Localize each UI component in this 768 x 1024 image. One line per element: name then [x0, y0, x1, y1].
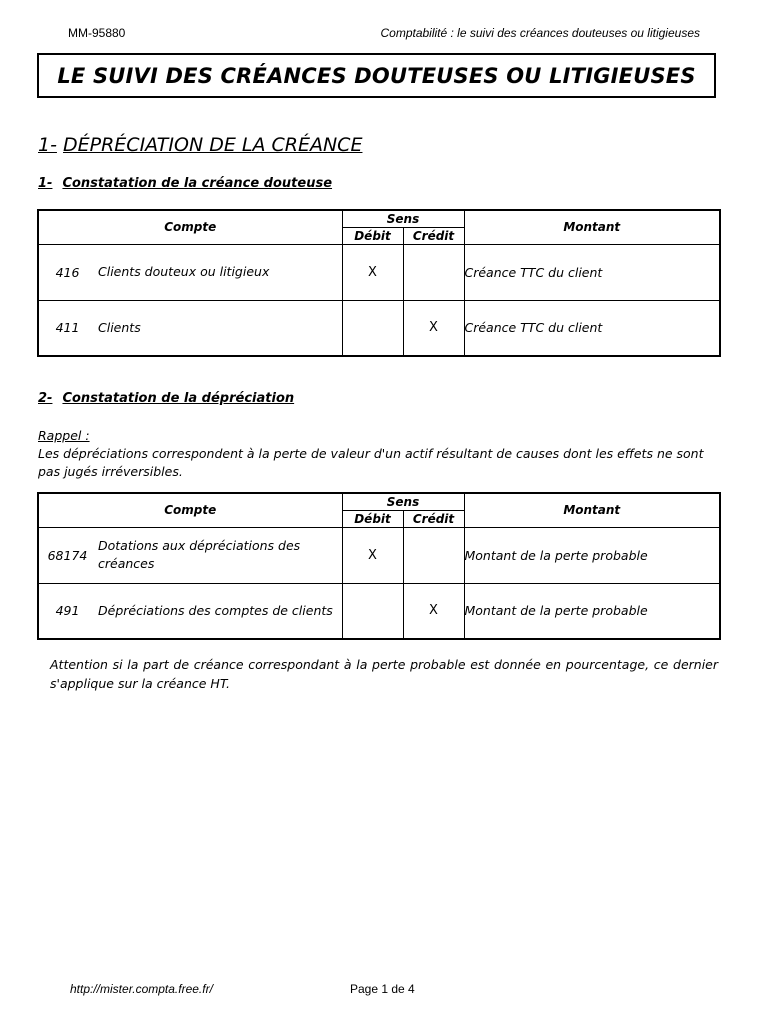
table-row	[38, 244, 720, 300]
column-header-credit: Crédit	[403, 510, 464, 527]
credit-mark: X	[403, 583, 464, 639]
column-header-credit: Crédit	[403, 227, 464, 244]
subsection-title: Constatation de la créance douteuse	[62, 176, 333, 191]
account-code: 411	[38, 300, 96, 356]
table-row	[38, 527, 720, 583]
column-header-debit: Débit	[342, 227, 403, 244]
column-header-montant: Montant	[464, 210, 720, 244]
account-label: Clients douteux ou litigieux	[96, 244, 342, 300]
account-label: Dépréciations des comptes de clients	[96, 583, 342, 639]
section-title: DÉPRÉCIATION DE LA CRÉANCE	[63, 134, 363, 156]
subsection-number: 2-	[38, 391, 53, 406]
column-header-debit: Débit	[342, 510, 403, 527]
subsection-heading-2	[38, 391, 294, 406]
document-reference: MM-95880	[68, 26, 126, 40]
amount-cell: Créance TTC du client	[464, 244, 720, 300]
subsection-heading-1	[38, 176, 332, 191]
subsection-title: Constatation de la dépréciation	[62, 391, 295, 406]
column-header-sens: Sens	[342, 493, 464, 510]
account-label: Clients	[96, 300, 342, 356]
debit-mark: X	[342, 527, 403, 583]
section-heading	[38, 134, 362, 156]
journal-entry-table-1	[37, 209, 721, 357]
credit-mark: X	[403, 300, 464, 356]
amount-cell: Montant de la perte probable	[464, 583, 720, 639]
rappel-label: Rappel :	[38, 428, 90, 443]
column-header-sens: Sens	[342, 210, 464, 227]
footer-url[interactable]: http://mister.compta.free.fr/	[70, 982, 213, 996]
page-title-box	[37, 53, 716, 98]
credit-mark	[403, 527, 464, 583]
credit-mark	[403, 244, 464, 300]
account-code: 491	[38, 583, 96, 639]
rappel-block	[38, 427, 720, 481]
amount-cell: Montant de la perte probable	[464, 527, 720, 583]
account-code: 68174	[38, 527, 96, 583]
subsection-number: 1-	[38, 176, 53, 191]
amount-cell: Créance TTC du client	[464, 300, 720, 356]
rappel-text: Les dépréciations correspondent à la perte de valeur d'un actif résultant de causes dont les effets ne sont pas jugés irréversibles.	[38, 446, 704, 479]
account-label: Dotations aux dépréciations des créances	[96, 527, 342, 583]
column-header-montant: Montant	[464, 493, 720, 527]
debit-mark	[342, 300, 403, 356]
column-header-compte: Compte	[38, 210, 342, 244]
journal-entry-table-2	[37, 492, 721, 640]
debit-mark	[342, 583, 403, 639]
table-row	[38, 583, 720, 639]
table-row	[38, 300, 720, 356]
page-title: LE SUIVI DES CRÉANCES DOUTEUSES OU LITIGIEUSES	[57, 63, 696, 88]
column-header-compte: Compte	[38, 493, 342, 527]
attention-note: Attention si la part de créance correspondant à la perte probable est donnée en pourcentage, ce dernier s'applique sur la créance HT.	[50, 657, 718, 691]
account-code: 416	[38, 244, 96, 300]
header-subject: Comptabilité : le suivi des créances douteuses ou litigieuses	[380, 26, 700, 40]
debit-mark: X	[342, 244, 403, 300]
section-number: 1-	[38, 134, 57, 156]
page-number: Page 1 de 4	[350, 982, 415, 996]
